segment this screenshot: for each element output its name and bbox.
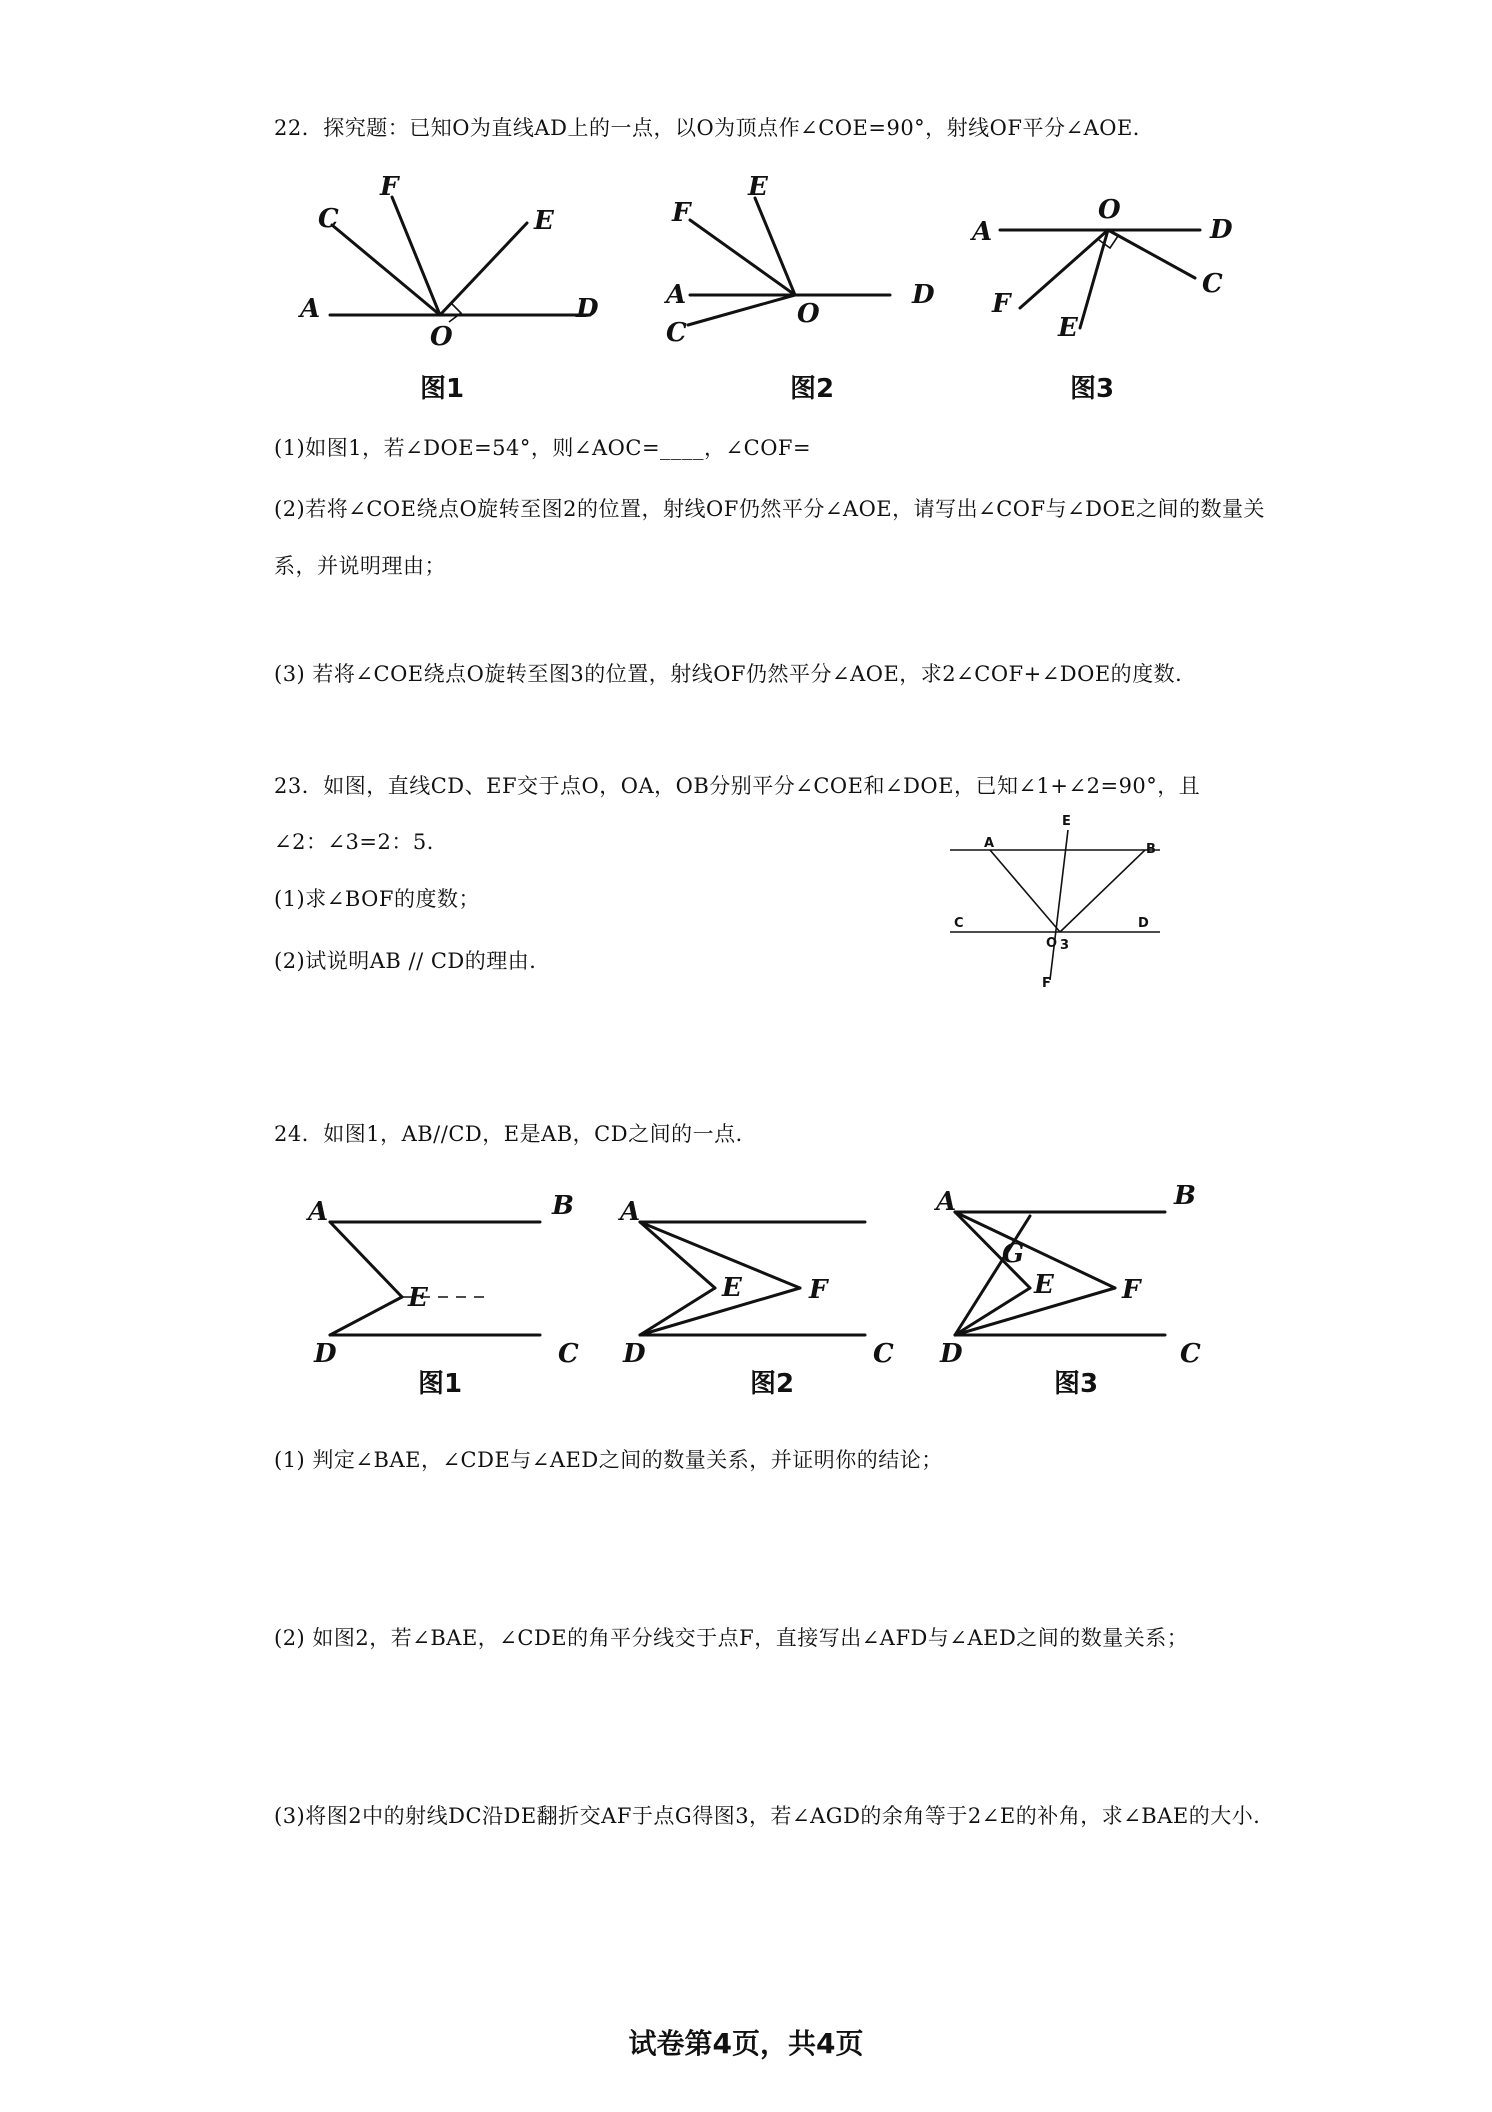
q22-part-3: (3) 若将∠COE绕点O旋转至图3的位置，射线OF仍然平分∠AOE，求2∠COF+∠DOE的度数． — [274, 662, 1197, 686]
q23-label-d: D — [1138, 916, 1149, 931]
q24-figure-3 — [930, 1180, 1220, 1400]
q24-part-2: (2) 如图2，若∠BAE，∠CDE的角平分线交于点F，直接写出∠AFD与∠AED之间的数量关系； — [274, 1626, 1189, 1650]
fig3-label-f: F — [992, 289, 1011, 319]
q24f1-label-c: C — [558, 1339, 579, 1369]
fig1-label-a: A — [300, 294, 321, 324]
fig1-label-f: F — [380, 172, 399, 202]
q24f3-label-c: C — [1180, 1339, 1201, 1369]
q23-figure — [950, 815, 1190, 1005]
q24f2-label-d: D — [623, 1339, 646, 1369]
q24f1-label-a: A — [308, 1197, 329, 1227]
q24f3-label-f: F — [1122, 1275, 1141, 1305]
fig2-label-a: A — [666, 280, 687, 310]
fig2-label-e: E — [748, 172, 768, 202]
q23-label-3: 3 — [1060, 938, 1070, 953]
q23-label-e: E — [1062, 814, 1071, 829]
q23-title: 23．如图，直线CD、EF交于点O，OA，OB分别平分∠COE和∠DOE，已知∠1+∠2=90°，且 — [274, 774, 1201, 798]
q22-figure-3 — [970, 190, 1250, 415]
fig2-label-o: O — [797, 299, 820, 329]
q24f3-label-d: D — [940, 1339, 963, 1369]
q22-figure-2 — [660, 165, 960, 415]
page-footer: 试卷第4页，共4页 — [628, 2027, 864, 2060]
q24-figure-2 — [615, 1180, 915, 1400]
q22-part-1: (1)如图1，若∠DOE=54°，则∠AOC=____，∠COF= — [274, 436, 812, 460]
fig1-label-o: O — [430, 322, 453, 352]
q24f1-label-b: B — [552, 1191, 574, 1221]
fig2-caption: 图2 — [790, 374, 835, 404]
fig2-label-f: F — [672, 198, 691, 228]
q24f3-caption: 图3 — [1054, 1369, 1099, 1399]
fig2-label-d: D — [912, 280, 935, 310]
q23-part-1: (1)求∠BOF的度数； — [274, 887, 480, 911]
q23-label-o: O — [1046, 936, 1058, 951]
fig3-label-d: D — [1210, 215, 1233, 245]
q24f2-label-e: E — [722, 1273, 742, 1303]
q24f2-label-c: C — [873, 1339, 894, 1369]
q24-part-1: (1) 判定∠BAE，∠CDE与∠AED之间的数量关系，并证明你的结论； — [274, 1448, 943, 1472]
q22-title: 22．探究题：已知O为直线AD上的一点，以O为顶点作∠COE=90°，射线OF平分∠AOE． — [274, 116, 1155, 140]
q24-part-3: (3)将图2中的射线DC沿DE翻折交AF于点G得图3，若∠AGD的余角等于2∠E的补角，求∠BAE的大小． — [274, 1804, 1275, 1828]
q23-label-c: C — [954, 916, 964, 931]
q24f1-label-d: D — [314, 1339, 337, 1369]
q24-title: 24．如图1，AB//CD，E是AB，CD之间的一点． — [274, 1122, 758, 1146]
fig1-label-c: C — [318, 204, 339, 234]
fig1-label-d: D — [576, 294, 599, 324]
q23-part-2: (2)试说明AB // CD的理由． — [274, 949, 551, 973]
fig3-caption: 图3 — [1070, 374, 1115, 404]
fig3-label-o: O — [1098, 195, 1121, 225]
q23-label-f: F — [1042, 976, 1051, 991]
q23-label-b: B — [1146, 842, 1156, 857]
q24f3-label-g: G — [1002, 1239, 1025, 1269]
q24f2-label-f: F — [809, 1275, 828, 1305]
q24f3-label-a: A — [936, 1187, 957, 1217]
fig2-label-c: C — [666, 318, 687, 348]
q24f3-label-b: B — [1174, 1181, 1196, 1211]
fig3-label-c: C — [1202, 269, 1223, 299]
q24-figure-1 — [290, 1180, 610, 1400]
q24f1-label-e: E — [408, 1283, 428, 1313]
q23-label-a: A — [984, 836, 995, 851]
fig3-label-e: E — [1058, 313, 1078, 343]
fig1-caption: 图1 — [420, 374, 465, 404]
fig3-label-a: A — [972, 217, 993, 247]
q24f1-caption: 图1 — [418, 1369, 463, 1399]
q24f2-caption: 图2 — [750, 1369, 795, 1399]
q23-ratio: ∠2：∠3=2：5． — [274, 830, 449, 854]
q22-part-2b: 系，并说明理由； — [274, 554, 446, 578]
q24f2-label-a: A — [620, 1197, 641, 1227]
q22-figure-1 — [290, 165, 630, 415]
fig1-label-e: E — [534, 206, 554, 236]
q22-part-2a: (2)若将∠COE绕点O旋转至图2的位置，射线OF仍然平分∠AOE，请写出∠COF与∠DOE之间的数量关 — [274, 497, 1266, 521]
q24f3-label-e: E — [1034, 1270, 1054, 1300]
